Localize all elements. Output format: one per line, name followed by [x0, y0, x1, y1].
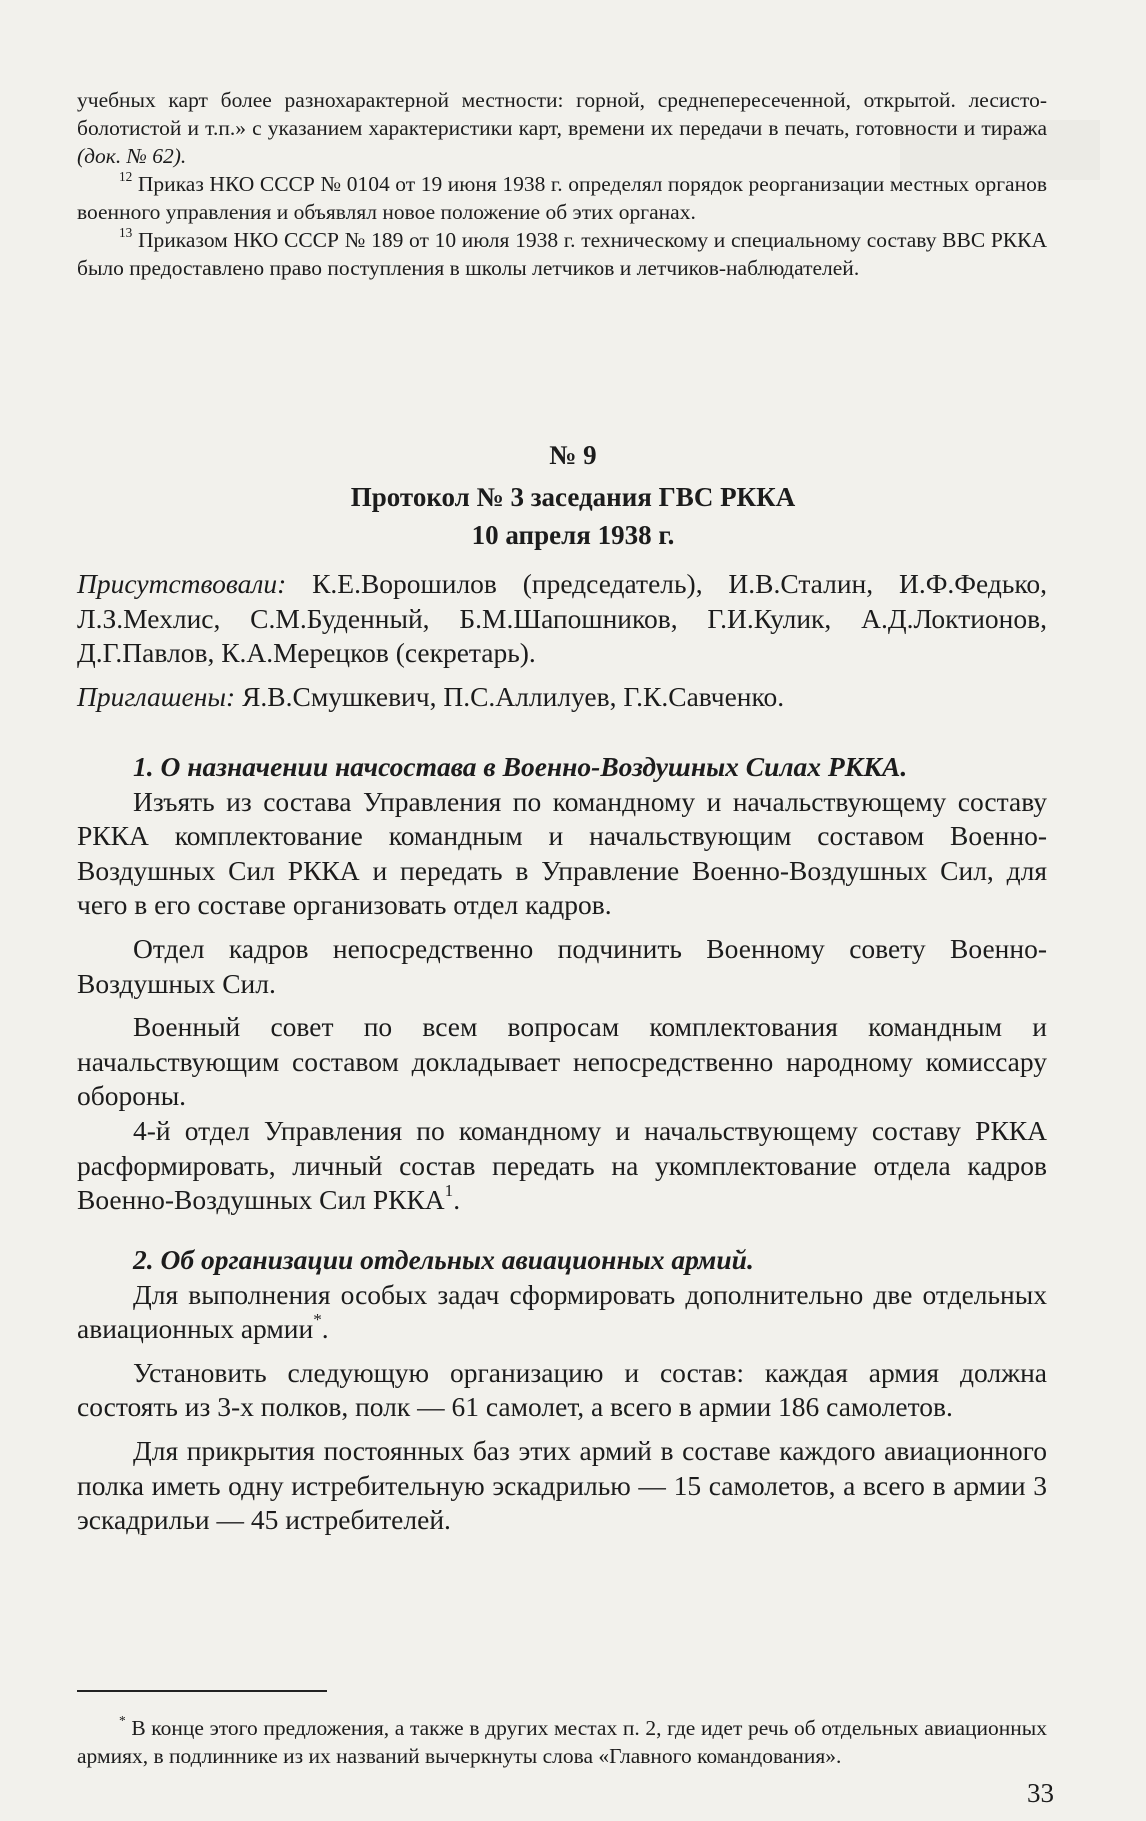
section-2-heading: 2. Об организации отдельных авиационных армий. [133, 1244, 754, 1275]
section-1-heading: 1. О назначении начсостава в Военно-Воздушных Силах РККА. [133, 751, 908, 782]
page-number: 33 [1027, 1778, 1054, 1808]
present-list: К.Е.Ворошилов (председатель), И.В.Сталин, И.Ф.Федько, Л.З.Мехлис, С.М.Буденный, Б.М.Шапошников, Г.И.Кулик, А.Д.Локтионов, Д.Г.Павлов, К.А.Мерецков (секретарь). [77, 568, 1047, 669]
section-2-paragraph-1: Для выполнения особых задач сформировать дополнительно две отдельных авиационных армии*. [77, 1278, 1047, 1345]
section-1-paragraph-1: Изъять из состава Управления по командному и начальствующему составу РККА комплектование командным и начальствующим составом Военно-Воздушных Сил РККА и передать в Управление Военно-Воздушных Сил, для чего в его составе организовать отдел кадров. [77, 785, 1047, 921]
title-line-2: 10 апреля 1938 г. [471, 520, 675, 550]
title-line-1: Протокол № 3 заседания ГВС РККА [350, 482, 796, 512]
section-1 [77, 750, 1047, 1218]
invited-paragraph [77, 680, 1047, 715]
footnote-12: $^{12}$ Приказ НКО СССР № 0104 от 19 июня 1938 г. определял порядок реорганизации местных органов военного управления и объявлял новое положение об этих органах. [77, 169, 1047, 224]
section-2-paragraph-2: Установить следующую организацию и состав: каждая армия должна состоять из 3-х полков, полк — 61 самолет, а всего в армии 186 самолетов. [77, 1356, 1047, 1423]
footnote-text: В конце этого предложения, а также в других местах п. 2, где идет речь об отдельных авиационных армиях, в подлиннике из их названий вычеркнуты слова «Главного командования». [77, 1716, 1047, 1768]
footnote-13: $^{13}$ Приказом НКО СССР № 189 от 10 июля 1938 г. техническому и специальному составу ВВС РККА было предоставлено право поступления в школы летчиков и летчиков-наблюдателей. [77, 225, 1048, 280]
invited-label: Приглашены: [77, 680, 236, 712]
invited-list: Я.В.Смушкевич, П.С.Аллилуев, Г.К.Савченко. [242, 680, 785, 712]
document-number: № 9 [549, 440, 597, 470]
section-1-paragraph-4: 4-й отдел Управления по командному и начальствующему составу РККА расформировать, личный состав передать на укомплектование отдела кадров Военно-Воздушных Сил РККА$^1$. [77, 1114, 1047, 1216]
footnote-continuation: учебных карт более разнохарактерной местности: горной, среднепересеченной, открытой. лесисто-болотистой и т.п.» с указанием характеристики карт, времени их передачи в печать, готовности и тиража (док. № 62). [77, 88, 1047, 168]
attendance-block [77, 567, 1047, 714]
section-1-paragraph-2: Отдел кадров непосредственно подчинить Военному совету Военно-Воздушных Сил. [77, 932, 1047, 999]
footnote-divider [77, 1690, 327, 1692]
present-label: Присутствовали: [77, 568, 287, 599]
footnote-asterisk: * [119, 1713, 126, 1729]
section-2-paragraph-3: Для прикрытия постоянных баз этих армий в составе каждого авиационного полка иметь одну истребительную эскадрилью — 15 самолетов, а всего в армии 3 эскадрильи — 45 истребителей. [77, 1434, 1047, 1536]
section-2 [77, 1243, 1047, 1538]
document-title [0, 478, 1146, 554]
section-1-paragraph-3: Военный совет по всем вопросам комплектования командным и начальствующим составом докладывает непосредственно народному комиссару обороны. [77, 1011, 1047, 1112]
top-footnotes [77, 86, 1047, 282]
bottom-footnote [77, 1714, 1047, 1770]
present-paragraph [77, 567, 1047, 671]
